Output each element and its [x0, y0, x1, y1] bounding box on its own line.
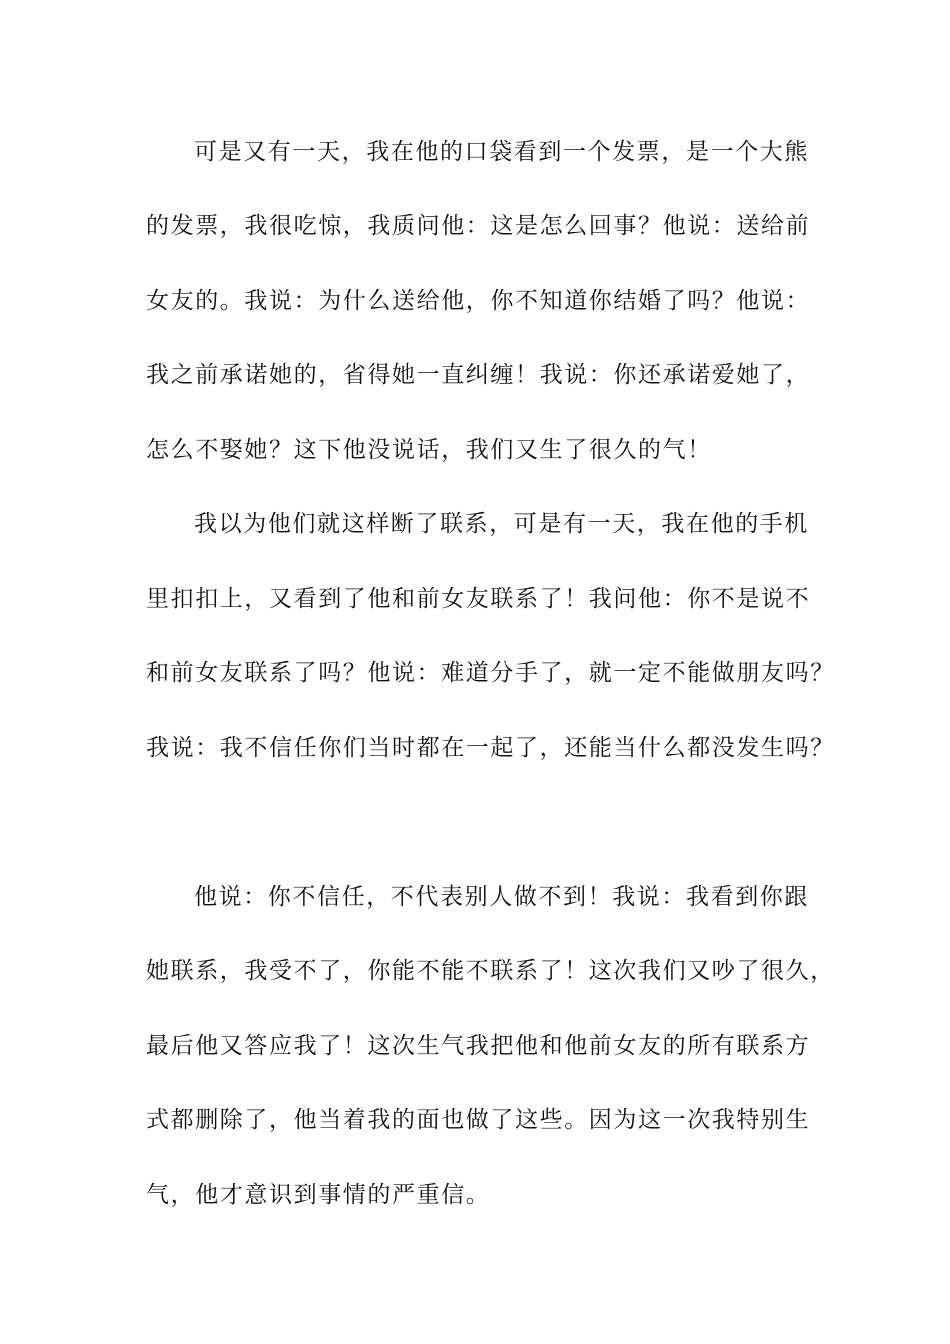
text-line: 怎么不娶她？这下他没说话，我们又生了很久的气！: [146, 437, 712, 463]
text-line: 可是又有一天，我在他的口袋看到一个发票，是一个大熊: [194, 139, 809, 165]
text-line: 我以为他们就这样断了联系，可是有一天，我在他的手机: [194, 511, 809, 537]
text-line: 气，他才意识到事情的严重信。: [146, 1182, 491, 1208]
text-line: 她联系，我受不了，你能不能不联系了！这次我们又吵了很久，: [146, 958, 835, 984]
text-line: 里扣扣上，又看到了他和前女友联系了！我问他：你不是说不: [146, 586, 811, 612]
text-line: 我之前承诺她的，省得她一直纠缠！我说：你还承诺爱她了，: [146, 362, 811, 388]
text-line: 我说：我不信任你们当时都在一起了，还能当什么都没发生吗？: [146, 735, 835, 761]
text-line: 女友的。我说：为什么送给他，你不知道你结婚了吗？他说：: [146, 288, 811, 314]
text-line: 的发票，我很吃惊，我质问他：这是怎么回事？他说：送给前: [146, 213, 811, 239]
text-line: 最后他又答应我了！这次生气我把他和他前女友的所有联系方: [146, 1033, 811, 1059]
text-line: 他说：你不信任，不代表别人做不到！我说：我看到你跟: [194, 884, 809, 910]
text-line: 式都删除了，他当着我的面也做了这些。因为这一次我特别生: [146, 1107, 811, 1133]
text-line: 和前女友联系了吗？他说：难道分手了，就一定不能做朋友吗？: [146, 660, 835, 686]
